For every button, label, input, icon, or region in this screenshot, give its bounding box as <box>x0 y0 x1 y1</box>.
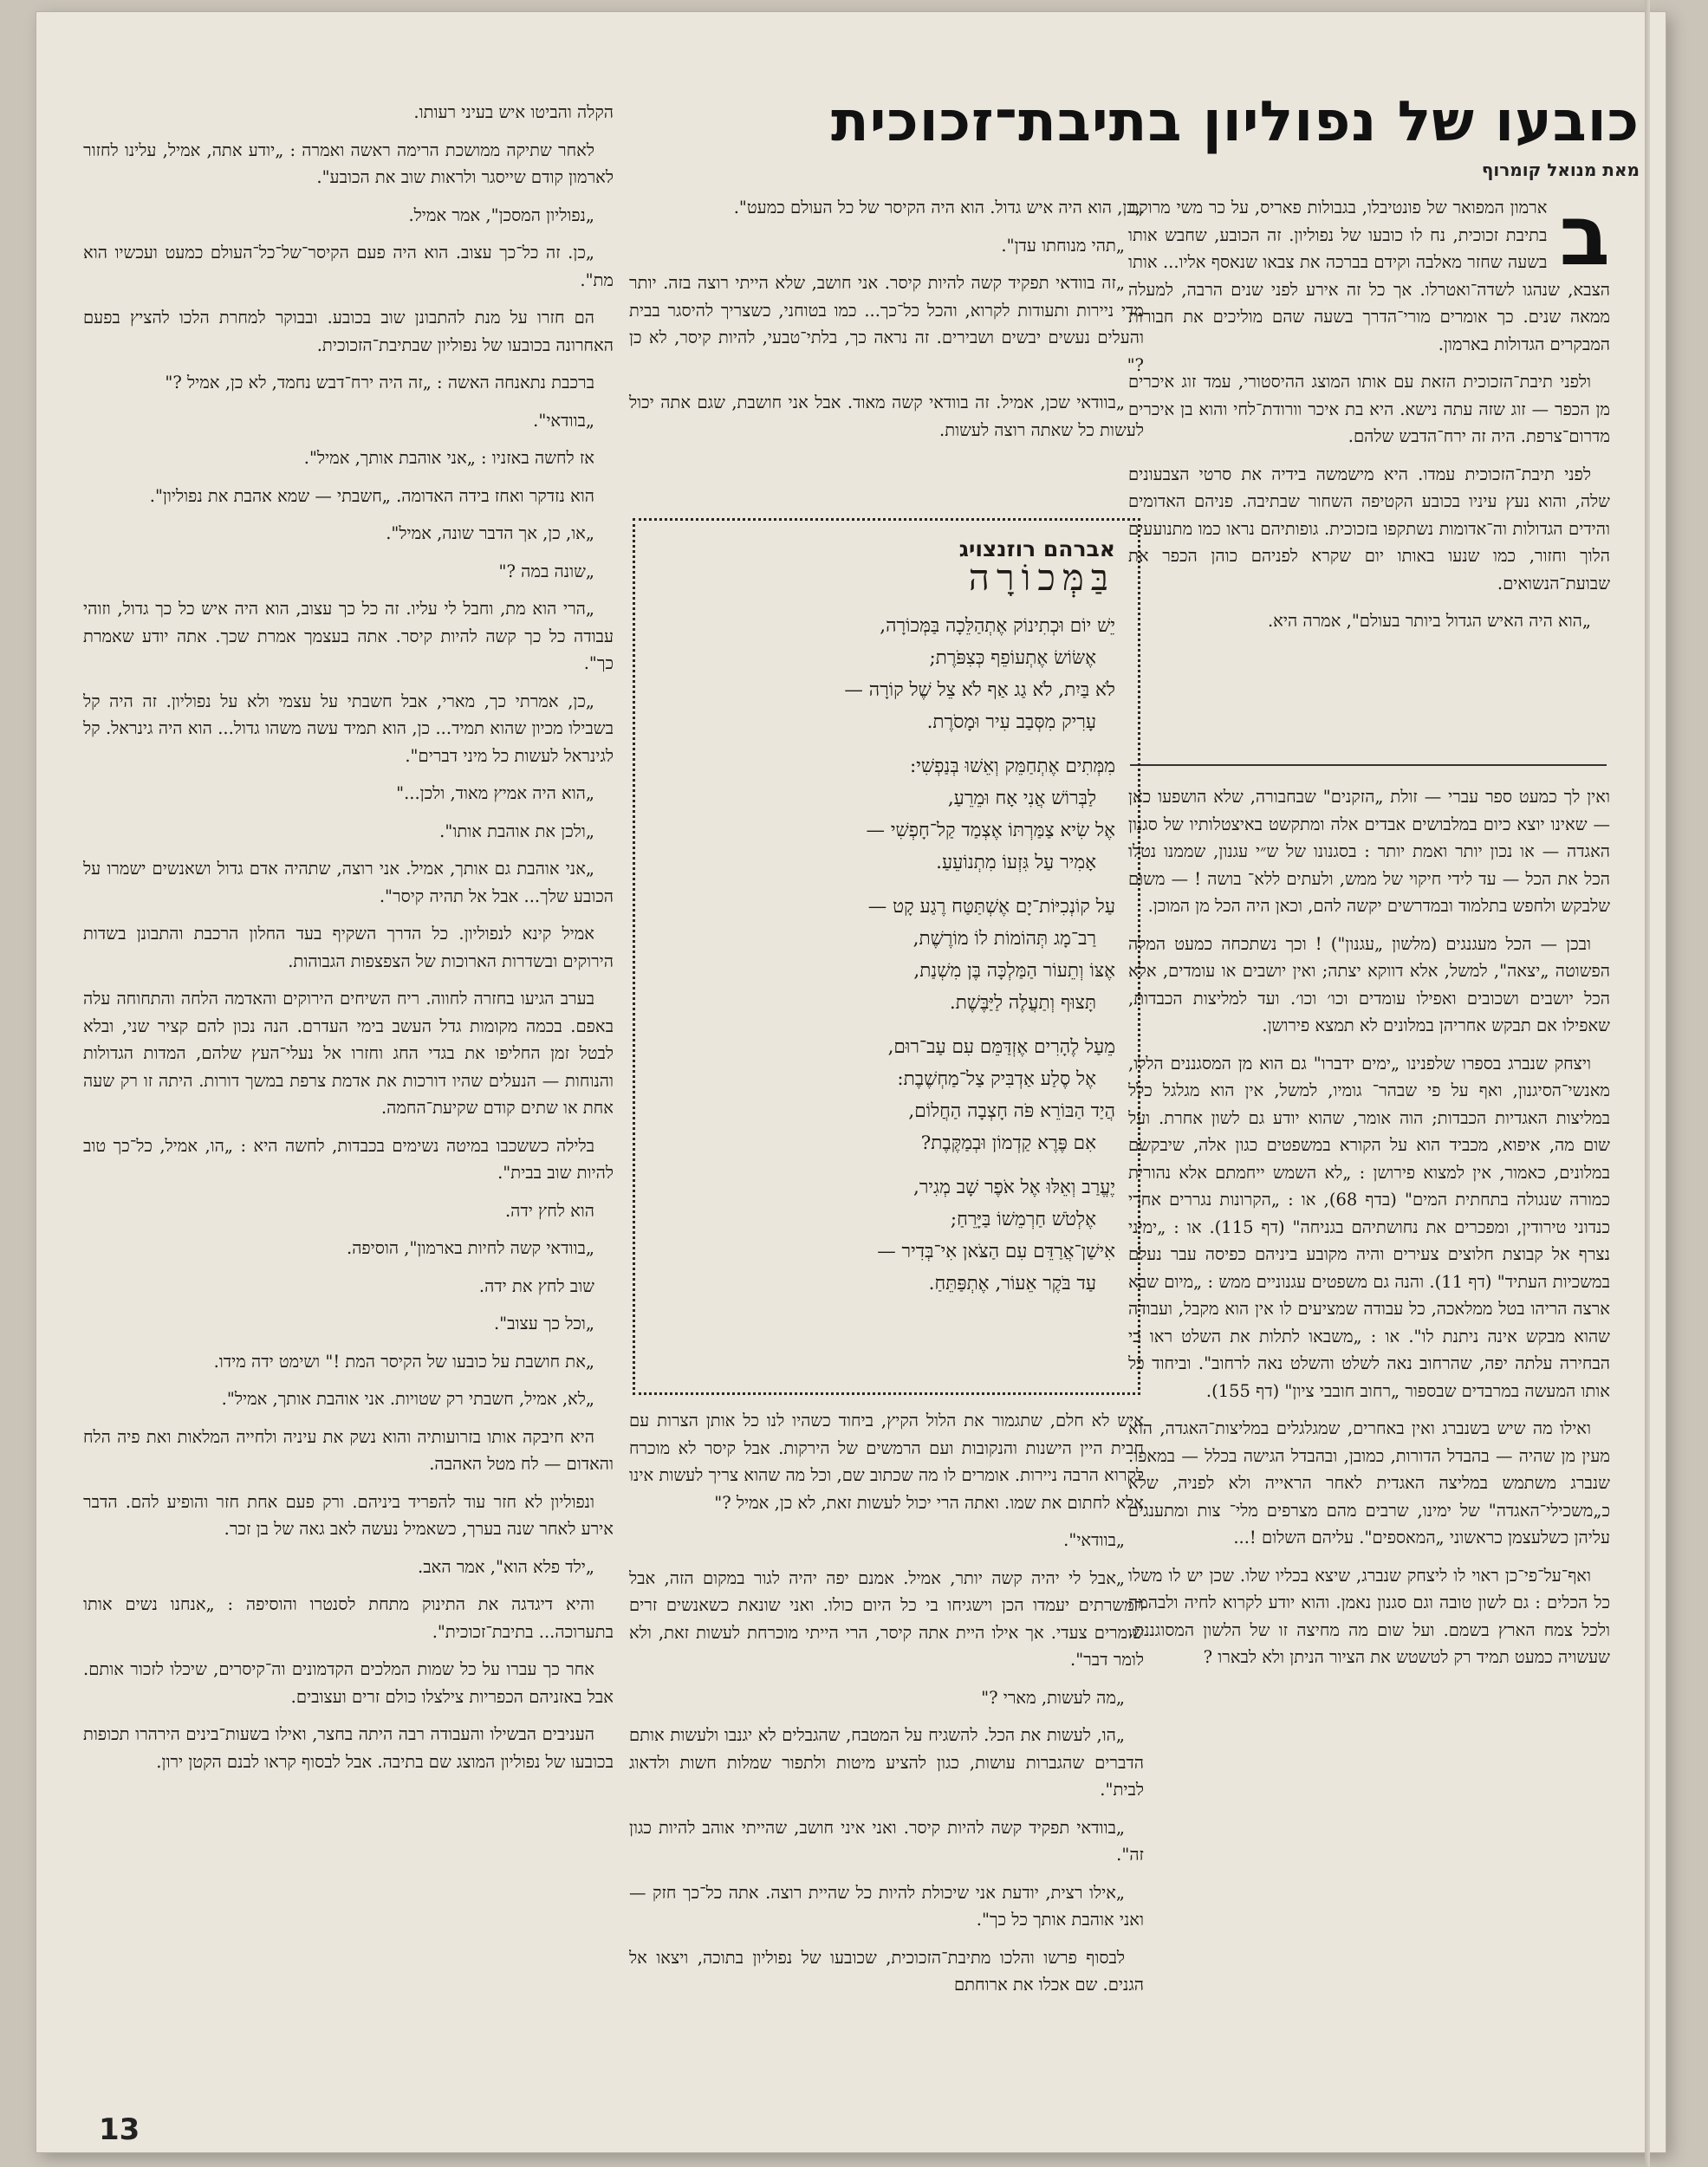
paragraph: „הרי הוא מת, וחבל לי עליו. זה כל כך עצוב, הוא היה איש כל כך גדול, וזוהי עבודה כל כך קשה להיות קיסר. אתה בעצמך אמרת שכך. אתה יודע שאמרת כך". <box>83 599 614 673</box>
poem-stanza <box>658 750 1115 879</box>
paragraph: „שונה במה ?" <box>498 561 594 581</box>
paragraph: „לא, אמיל, חשבתי רק שטויות. אני אוהבת אותך, אמיל". <box>221 1389 594 1409</box>
poem-author: אברהם רוזנצויג <box>958 536 1115 561</box>
paragraph: הקלה והביטו איש בעיני רעותו. <box>413 102 614 122</box>
poem-stanza <box>658 610 1115 738</box>
poem-line: לַבְּרוֹשׁ אֲנִי אָח וּמֵרֵעַ, <box>947 788 1096 809</box>
poem-line: מִמְּתִים אֶתְחַמֵּק וְאֵשׁוּ בְּנַפְשִׁי: <box>910 756 1115 777</box>
paragraph: לאחר שתיקה ממושכת הרימה ראשה ואמרה : „יודע אתה, אמיל, עלינו לחזור לארמון קודם שייסגר ולראות שוב את הכובע". <box>83 139 614 187</box>
poem-stanza <box>658 1171 1115 1300</box>
paragraph: „מה לעשות, מארי ?" <box>981 1687 1125 1708</box>
poem-line: אִם פֶּרֶא קַדְמוֹן וּבְמַקֶּבֶת? <box>920 1132 1096 1154</box>
story-column-right <box>1128 194 1610 749</box>
paragraph: „אילו רצית, יודעת אני שיכולת להיות כל שהיית רוצה. אתה כל־כך חזק — ואני אוהבת אותך כל כך". <box>629 1882 1144 1930</box>
paragraph: „כן, הוא היה איש גדול. הוא היה הקיסר של כל העולם כמעט". <box>733 198 1144 217</box>
paragraph: אז לחשה באזניו : „אני אוהבת אותך, אמיל". <box>303 448 594 468</box>
poem-line: אֶלְטֹשׁ חַרְמֵשׁוֹ בַּיָּרֵחַ; <box>950 1209 1096 1230</box>
paragraph: ברכבת נתאנחה האשה : „זה היה ירח־דבש נחמד, לא כן, אמיל ?" <box>165 373 594 393</box>
paragraph: ואילו מה שיש בשנברג ואין באחרים, שמגלגלים במליצות־האגדה, הוא מעין מן שהיה — בהבדל הדורות, כמובן, ובהבדל הגישה בכלל — במאפו. שנברג משתמש במליצה האגדית לאחר הראייה ולא לפניה, שלא כ„משכילי־האגדה" של ימינו, שרבים מהם מצרפים מלי־ צות ומתענגים עליהן כשלעצמן כראשוני „המאספים". עליהם השלום !... <box>1128 1418 1610 1547</box>
paragraph: „הו, לעשות את הכל. להשגיח על המטבח, שהגבלים לא יגנבו ולעשות אותם הדברים שהגברות עושות, כגון להציע מיטות ולתפור שמלות חשות ולדאוג לבית". <box>629 1725 1144 1800</box>
poem-line: אֶשּׂוֹשׂ אֶתְעוֹפֵף כְּצִפֹּרֶת; <box>929 647 1096 669</box>
paragraph: „ולכן את אוהבת אותו". <box>439 821 594 841</box>
paragraph: הוא לחץ ידה. <box>504 1200 594 1221</box>
paragraph: „אני אוהבת גם אותך, אמיל. אני רוצה, שתהיה אדם גדול ושאנשים ישמרו על הכובע שלך... אבל אל תהיה קיסר". <box>83 859 614 906</box>
paragraph: הם חזרו על מנת להתבונן שוב בכובע. ובבוקר למחרת הלכו להציץ בפעם האחרונה בכובעו של נפוליון שבתיבת־הזכוכית. <box>83 308 614 355</box>
paragraph: „בוודאי". <box>1063 1530 1125 1550</box>
paragraph: „זה בוודאי תפקיד קשה להיות קיסר. אני חושב, שלא הייתי רוצה בזה. יותר מדי ניירות ותעודות לקרוא, והכל כל־כך... כמו בטוחני, כשצריך להיסגר בבית והעלים נעשים יבשים ושבירים. זה נראה כך, בלתי־טבעי, להיות קיסר, לא כן ?" <box>629 273 1144 375</box>
article-byline: מאת מנואל קומרוף <box>1481 159 1640 180</box>
poem-line: מֵעַל לֶהָרִים אֶזְדַּמֵּם עִם עַב־רוּם, <box>887 1036 1115 1058</box>
paragraph: „נפוליון המסכן", אמר אמיל. <box>408 204 594 225</box>
paragraph: ולפני תיבת־הזכוכית הזאת עם אותו המוצג ההיסטורי, עמד זוג איכרים מן הכפר — זוג שזה עתה נישא. היא בת איכר וורודת־לחי והוא בן איכרים מדרום־צרפת. היה זה ירח־הדבש שלהם. <box>1128 372 1610 446</box>
poem-line: יֵשׁ יוֹם וּכְתִינוֹק אֶתְהַלֵּכָה בַּמְּכוֹרָה, <box>880 615 1115 637</box>
poem-line: אֶצּוֹ וְתֵעוֹר הַמַּלְכָּה בֶּן מִשְׁנַת, <box>913 960 1115 982</box>
paragraph: ובכן — הכל מעגנגים (מלשון „עגנון") ! וכך נשתכחה כמעט המלה הפשוטה „יצאה", למשל, אלא דווקא יצתה; ואין יושבים או עומדים, אלא הכל יושבים ושכובים ואפילו עומדים וכו׳ וכו׳. ועד למליצות הכבדות, שאפילו אם תבקש אחריהן במלונים לא תמצא פירושן. <box>1128 933 1610 1035</box>
paragraph: ונפוליון לא חזר עוד להפריד ביניהם. ורק פעם אחת חזר והופיע להם. הדבר אירע לאחר שנה בערך, כשאמיל נעשה לאב גאה של בן זכר. <box>83 1491 614 1539</box>
drop-cap-letter: ב <box>1559 194 1610 284</box>
paragraph: „את חושבת על כובעו של הקיסר המת !" ושימט ידה מידו. <box>213 1351 594 1372</box>
paragraph: לבסוף פרשו והלכו מתיבת־הזכוכית, שכובעו של נפוליון בתוכה, ויצאו אל הגנים. שם אכלו את ארוחתם <box>629 1947 1144 1995</box>
review-column-right <box>1128 783 1610 2118</box>
paragraph: והיא דיגדגה את התינוק מתחת לסנטרו והוסיפה : „אנחנו נשים אותו בתערוכה... בתיבת־זכוכית". <box>83 1594 614 1642</box>
story-left-paragraphs <box>83 99 614 1775</box>
paragraph: „בוודאי תפקיד קשה להיות קיסר. ואני איני חושב, שהייתי אוהב להיות כגון זה". <box>629 1817 1144 1865</box>
story-column-middle-bottom <box>629 1407 1144 2118</box>
paragraph: הוא נזדקר ואחז בידה האדומה. „חשבתי — שמא אהבת את נפוליון". <box>149 485 594 506</box>
poem-line: אֶל סֶלַע אַדְבִּיק צַל־מַחְשֶׁבֶת: <box>897 1068 1096 1090</box>
paragraph: „הוא היה אמיץ מאוד, ולכן..." <box>396 783 594 803</box>
magazine-page <box>36 12 1666 2152</box>
paragraph: „בוודאי שכן, אמיל. זה בוודאי קשה מאוד. אבל אני חושבת, שגם אתה יכול לעשות כל שאתה רוצה לעשות. <box>629 393 1144 440</box>
section-divider <box>1130 764 1607 766</box>
story-column-middle-top <box>629 194 1144 506</box>
paragraph: „וכל כך עצוב". <box>493 1314 594 1333</box>
paragraph: „הוא היה האיש הגדול ביותר בעולם", אמרה היא. <box>1267 611 1591 631</box>
poem-line: אֶל שִׂיא צַמַּרְתּוֹ אֶצְמַד קַל־חָפְשִׁי — <box>866 820 1115 841</box>
poem-line: אָמִיר עַל גִּזְעוֹ מִתְנוֹעֵעַ. <box>936 852 1096 873</box>
paragraph: העניבים הבשילו והעבודה רבה היתה בחצר, ואילו בשעות־בינים הירהרו תכופות בכובעו של נפוליון המוצג שם בתיבה. אבל לבסוף קראו לבנם הקטן ירון. <box>83 1724 614 1772</box>
paragraph: איש לא חלם, שתגמור את הלול הקיץ, ביחוד כשהיו לנו כל אותן הצרות עם חבית היין הישנות והנקובות ועם הרמשים של הירקות. אבל קיסר לא מוכרח לקרוא הרבה ניירות. אומרים לו מה שכתוב שם, וכל מה שהוא צריך לעשות אינו אלא לחתום את שמו. ואתה הרי יכול לעשות זאת, לא כן, אמיל ?" <box>629 1411 1144 1513</box>
paragraph: שוב לחץ את ידה. <box>478 1275 594 1296</box>
poem-line: יֶעֱרַב וְאֵלּוּ אֶל אֹפֶר שָׁב מְגִיר, <box>912 1177 1115 1198</box>
story-column-left <box>83 99 614 2118</box>
poem-line: תָּצוּף וְתַעֲלֶה לַיַּבֶּשֶׁת. <box>949 992 1096 1014</box>
story-right-paragraphs <box>1128 194 1610 635</box>
paragraph: „תהי מנוחתו עדן". <box>1001 235 1125 256</box>
paragraph: „כן, אמרתי כך, מארי, אבל חשבתי על עצמי ולא על נפוליון. זה היה קל בשבילו מכיון שהוא תמיד... כן, הוא תמיד עשה משהו גדול... הוא היה גינראל. קל לגינראל לעשות כל מיני דברים". <box>83 691 614 766</box>
poem-line: עַל קוֹנְכִיּוֹת־יָם אֶשְׁתַּטַּח רֶגַע קָט — <box>867 896 1115 918</box>
paragraph: בערב הגיעו בחזרה לחווה. ריח השיחים הירוקים והאדמה הלחה והתחוחה עלה באפם. בכמה מקומות גדל העשב בימי העדרם. הנה נכון להם קציר שני, ובלא לבטל זמן החליפו את בגדי החג וחזרו אל נעלי־העץ שלהם, המדות הגדולות והנוחות — הנעלים שהיו דורכות את אדמת צרפת במשך דורות. היתה זו רק שעה אחת או שתים קודם שקיעת־החמה. <box>83 989 614 1118</box>
paragraph: היא חיבקה אותו בזרועותיה והוא נשק את עיניה ולחייה המלאות ואת פיה הלח והאדום — לח מטל האהבה. <box>83 1426 614 1474</box>
paragraph: „כן. זה כל־כך עצוב. הוא היה פעם הקיסר־של־כל־העולם כמעט ועכשיו הוא מת". <box>83 243 614 290</box>
poem-line: רַב־מָג תְּהוֹמוֹת לוֹ מוֹרֶשֶׁת, <box>912 928 1096 950</box>
paragraph: אמיל קינא לנפוליון. כל הדרך השקיף בעד החלון הרכבת והתבונן בשדות הירוקים ובשדרות הארוכות של הצפצפות הגבוהות. <box>83 924 614 971</box>
paragraph: „אבל לי יהיה קשה יותר, אמיל. אמנם יפה יהיה לגור במקום הזה, אבל המשרתים יעמדו הכן וישגיחו בי כל היום כולו. ואני שונאת כשאנשים זרים שומרים צעדי. אך אילו היית אתה קיסר, הרי הייתי מוכרחת לעשות זאת, ולא לומר דבר". <box>629 1567 1144 1670</box>
paragraph: בלילה כששכבו במיטה נשימים בכבדות, לחשה היא : „הו, אמיל, כל־כך טוב להיות שוב בבית". <box>83 1135 614 1183</box>
poem-line: עַד בֹּקֶר אֵעוֹר, אֶתְפַּתֵּחַ. <box>928 1273 1096 1294</box>
poem-title: בַּמְּכוֹרָה <box>968 556 1115 599</box>
poem-line: הֲיַד הַבּוֹרֵא פֹּה חָצְבָה הַחֲלוֹם, <box>908 1100 1115 1122</box>
paragraph: „בוודאי קשה לחיות בארמון", הוסיפה. <box>347 1238 594 1258</box>
page-fold-shadow <box>1645 0 1650 2167</box>
page-number: 13 <box>99 2112 140 2147</box>
poem-line: לֹא בַּיִת, לֹא גַג אַף לֹא צֵל שֶׁל קוֹרָה — <box>844 679 1115 701</box>
poem-stanza <box>658 891 1115 1019</box>
review-paragraphs <box>1128 783 1610 1671</box>
poem-box <box>633 518 1140 1395</box>
paragraph: לפני תיבת־הזכוכית עמדו. היא מישמשה בידיה את סרטי הצבעונים שלה, והוא נעץ עיניו בכובע הקטיפה השחור שבתיבה. פניהם האדומים והידים הגדולות וה־אדומות נשתקפו בזכוכית. גופותיהם נראו כמו מתנועעים הלוך וחזור, כמו שנעו באותו יום שקרא לפניהם כוהן הכפר את שבועת־הנשואים. <box>1128 464 1610 594</box>
paragraph: ואף־על־פי־כן ראוי לו ליצחק שנברג, שיצא בכליו שלו. שכן יש לו משלו כל הכלים : גם לשון טובה וגם סגנון נאמן. והוא יודע לקרוא לחיה ולבהמה ולכל צמח הארץ בשמם. ועל שום מה מחיצה זו של הלשון המסוגננת, שעשויה כמעט תמיד רק לטשטש את הציור הניתן ולא לבארו ? <box>1128 1565 1610 1667</box>
poem-line: עָרִיק מִסְּבַב עִיר וּמָסֹרֶת. <box>926 711 1096 733</box>
article-title: כובעו של נפוליון בתיבת־זכוכית <box>830 90 1640 154</box>
paragraph: ארמון המפואר של פונטיבלו, בגבולות פאריס, על כר משי מרוקם בתיבת זכוכית, נח לו כובעו של נפוליון. זה הכובע, שחבש אותו בשעה שחזר מאלבה וקידם בברכה את צבאו שנאסף אליו... אותו הצבא, שנהגו לשדה־ואטרלו. אך כל זה אירע לפני שנים הרבה, למעלה ממאה שנים. כך אומרים מורי־הדרך בשעה שהם מוליכים את חבורות המבקרים הגדולות בארמון. <box>1128 198 1610 354</box>
poem-line: אִישַׁן־אֲרַדֵּם עִם הַצֹּאן אִי־בְּדִיר — <box>877 1241 1115 1262</box>
story-middle-top-paragraphs <box>629 194 1144 444</box>
paragraph: „או, כן, אך הדבר שונה, אמיל". <box>386 523 594 543</box>
article-header <box>738 88 1640 184</box>
poem-stanza <box>658 1031 1115 1159</box>
poem-stanzas <box>658 610 1115 1300</box>
paragraph: „ילד פלא הוא", אמר האב. <box>418 1556 594 1577</box>
paragraph: ואין לך כמעט ספר עברי — זולת „הזקנים" שבחבורה, שלא הושפעו כאן — שאינו יוצא כיום במלבושים אבדים אלה ומתקשט באיצטלותיו של סגנון האגדה — או נכון יותר ואמת יותר : בסגנונו של ש״י עגנון, שממנו נטלו הכל את הכל — עד לידי חיקוי של ממש, ולעתים ללא־ בושה ! — משום שלבקש ולחפש בתלמוד ובמדרשים יקשה להם, וכאן היה הכל מן המוכן. <box>1128 787 1610 916</box>
paragraph: ויצחק שנברג בספרו שלפנינו „ימים ידברו" גם הוא מן המסגננים הללו, מאנשי־הסיגנון, ואף על פי שבהר־ גומיו, למשל, אין הוא מגלגל כלל במליצות האגדיות הכבדות; הוה אומר, שהוא יודע גם לשון אחרת. ועל שום מה, איפוא, מכביד הוא על הקורא במשפטים כגון אלה, שיבקשם במלונים, כאמור, אין למצוא פירושן : „לא השמש ייחמתם אלא נהורית כמורה שנגולה בתחתית המים" (בדף 68), או : „הקרונות נגררים אחרי כנדוני טירודין, ומפכרים את נחושתיהם בגניחה" (דף 115). או : „ימיני נצרף אל קבוצת חלוצים צעירים והיה מקובע ביניהם כפיסה עבר נעלם במשכיות העתיד" (דף 11). והנה גם משפטים עגנוניים ממש : „מיום שבא ארצה הריהו בטל ממלאכה, כל עבודה שמציעים לו אין הוא מקבל, ועבודה שהוא מבקש אינה ניתנת לו". או : „משבאו לתלות את השלט ראו כי הבחירה עלתה יפה, שהרחוב נאה לשלט והשלט נאה לרחוב". וביחוד כל אותו המעשה במרבדים שבספור „רחוב חובבי ציון" (דף 155). <box>1128 1053 1610 1401</box>
story-middle-bottom-paragraphs <box>629 1407 1144 1999</box>
paragraph: „בוודאי". <box>533 410 594 431</box>
paragraph: אחר כך עברו על כל שמות המלכים הקדמונים וה־קיסרים, שיכלו לזכור אותם. אבל באזניהם הכפריות צילצלו כולם זרים ועצובים. <box>83 1659 614 1707</box>
